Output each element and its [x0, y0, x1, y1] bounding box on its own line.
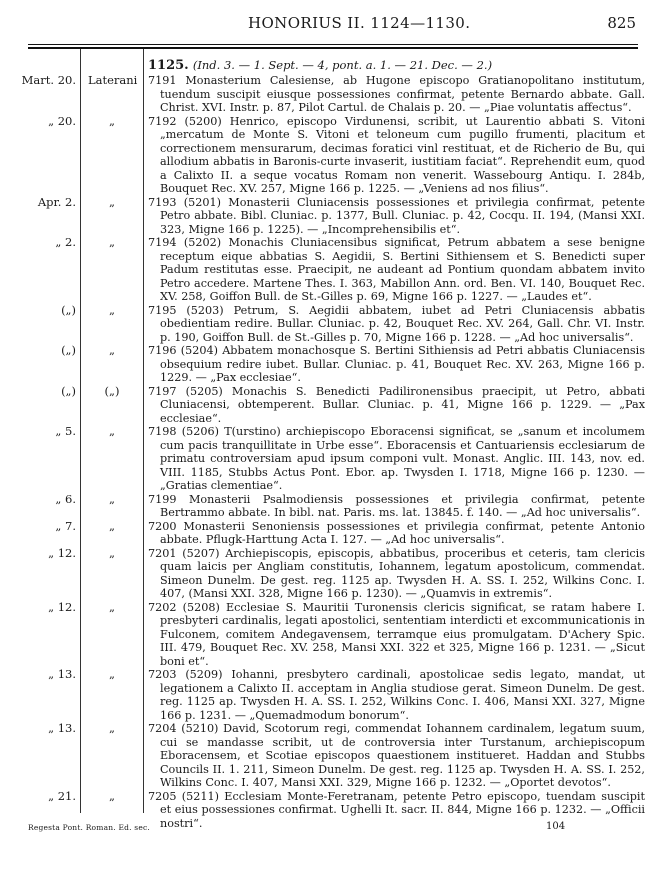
entry-place: „ [109, 424, 115, 438]
entry-place: „ [109, 113, 115, 128]
entry-date: („) [61, 302, 76, 317]
entry-place: „ [109, 343, 115, 357]
header-rule-thick [28, 47, 638, 49]
entry-text: 7200 Monasterii Senoniensis possessiones et privilegia confirmat, petente Antonio abbate. Pflugk-Harttung Acta I. 127. — „Ad hoc universalis“. [148, 519, 645, 546]
entry-date: „ 6. [55, 491, 76, 506]
entry-place: „ [109, 599, 115, 614]
entry-text: 7204 (5210) David, Scotorum regi, commendat Iohannem cardinalem, legatum suum, cui se mandasse scribit, ut de controversia inter Turstanum, archiepiscopum Eboracensem, et Scotiae episcopos quaestionem institueret. Haddan and Stubbs Councils II. 1. 211, Simeon Dunelm. De gest. reg. 1125 ap. Twysden H. A. SS. I. 252, Wilkins Conc. I. 407, Mansi XXI. 329, Migne 166 p. 1232. — „Oportet devotos“. [148, 722, 645, 789]
entry-text: 7205 (5211) Ecclesiam Monte-Feretranam, petente Petro episcopo, tuendam suscipit et eius possessiones confirmat. Ughelli It. sacr. II. 844, Migne 166 p. 1232. — „Officii nostri“. [148, 789, 645, 830]
year-number: 1125. [148, 58, 189, 73]
entry-place: („) [104, 383, 120, 398]
entry-row [0, 722, 650, 790]
entry-row [0, 520, 650, 547]
entry-place: „ [109, 235, 115, 249]
entry-place: Laterani [88, 73, 138, 87]
entry-row [0, 344, 650, 385]
entry-place: „ [109, 721, 115, 735]
entry-text: 7193 (5201) Monasterii Cluniacensis possessiones et privilegia confirmat, petente Petro abbate. Bibl. Cluniac. p. 1377, Bull. Cluniac. p. 42, Cocqu. II. 194, (Mansi XXI. 323, Migne 166 p. 1225). — „Incomprehensibilis et“. [148, 195, 645, 236]
entry-place: „ [109, 518, 115, 533]
entry-date: „ 13. [48, 721, 76, 735]
entry-text: 7192 (5200) Henrico, episcopo Virdunensi, scribit, ut Laurentio abbati S. Vitoni „mercatum de Monte S. Vitoni et teloneum cum pugillo frumenti, placitum et correctionem mensurarum, decimas foratici vinl restituat, et de Richerio de Bu, qui allodium abbatis in Baronis-curte invaserit, iustitiam faciat“. Reprehendit eum, quod a Calixto II. a seque vocatus Romam non venerit. Wassebourg Antiqu. I. 284b, Bouquet Rec. XV. 257, Migne 166 p. 1225. — „Veniens ad nos filius“. [148, 114, 645, 195]
entry-text: 7198 (5206) T(urstino) archiepiscopo Eboracensi significat, se „sanum et incolumem cum pacis tranquillitate in Urbe esse“. Eboracensis et Cantuariensis ecclesiarum de primatu controversiam apud ipsum componi vult. Monast. Anglic. III. 143, nov. ed. VIII. 1185, Stubbs Actus Pont. Ebor. ap. Twysden I. 1718, Migne 166 p. 1230. — „Gratias clementiae“. [148, 425, 645, 492]
year-heading [148, 58, 492, 73]
header-rule-thin [28, 44, 638, 45]
entry-text: 7202 (5208) Ecclesiae S. Mauritii Turonensis clericis significat, se ratam habere I. presbyteri cardinalis, legati apostolici, sententiam interdicti et excommunicationis in Fulconem, comitem Andegavensem, terramque eius promulgatam. D'Achery Spic. III. 479, Bouquet Rec. XV. 258, Mansi XXI. 322 et 325, Migne 166 p. 1231. — „Sicut boni et“. [148, 600, 645, 668]
entry-text: 7191 Monasterium Calesiense, ab Hugone episcopo Gratianopolitano institutum, tuendum suscipit eiusque possessiones confirmat, petente Bernardo abbate. Gall. Christ. XVI. Instr. p. 87, Pilot Cartul. de Chalais p. 20. — „Piae voluntatis affectus“. [148, 74, 645, 114]
running-title: HONORIUS II. 1124—1130. [248, 14, 471, 32]
entry-text: 7196 (5204) Abbatem monachosque S. Bertini Sithiensis ad Petri abbatis Cluniacensis obsequium redire iubet. Bullar. Cluniac. p. 41, Bouquet Rec. XV. 263, Migne 166 p. 1229. — „Pax ecclesiae“. [148, 344, 645, 384]
entry-date: „ 21. [48, 788, 76, 803]
entry-row [0, 425, 650, 493]
entry-date: „ 12. [48, 599, 76, 614]
footer-signature: 104 [546, 821, 566, 832]
entry-text: 7197 (5205) Monachis S. Benedicti Padilironensibus praecipit, ut Petro, abbati Cluniacensi, obtemperent. Bullar. Cluniac. p. 41, Migne 166 p. 1229. — „Pax ecclesiae“. [148, 384, 645, 425]
entry-text: 7195 (5203) Petrum, S. Aegidii abbatem, iubet ad Petri Cluniacensis abbatis obedientiam redire. Bullar. Cluniac. p. 42, Bouquet Rec. XV. 264, Gall. Chr. VI. Instr. p. 190, Goiffon Bull. de St.-Gilles p. 70, Migne 166 p. 1228. — „Ad hoc universalis“. [148, 303, 645, 344]
page-number: 825 [607, 14, 636, 32]
entry-row [0, 668, 650, 722]
entry-date: „ 7. [55, 518, 76, 533]
entry-date: „ 13. [48, 667, 76, 681]
regesta-entries [0, 74, 650, 830]
entry-place: „ [109, 667, 115, 681]
entry-row [0, 304, 650, 345]
entry-row [0, 196, 650, 237]
entry-date: („) [61, 383, 76, 398]
entry-row [0, 385, 650, 426]
entry-place: „ [109, 194, 115, 209]
entry-text: 7194 (5202) Monachis Cluniacensibus significat, Petrum abbatem a sese benigne receptum eique abbatias S. Aegidii, S. Bertini Sithiensem et S. Benedicti super Padum restitutas esse. Praecipit, ne audeant ad Pontium quondam abbatem invito Petro accedere. Martene Thes. I. 363, Mabillon Ann. ord. Ben. VI. 140, Bouquet Rec. XV. 258, Goiffon Bull. de St.-Gilles p. 69, Migne 166 p. 1227. — „Laudes et“. [148, 236, 645, 303]
entry-text: 7199 Monasterii Psalmodiensis possessiones et privilegia confirmat, petente Bertrammo abbate. In bibl. nat. Paris. ms. lat. 13845. f. 140. — „Ad hoc universalis“. [148, 492, 645, 519]
entry-place: „ [109, 491, 115, 506]
entry-row [0, 236, 650, 304]
entry-date: Apr. 2. [37, 194, 76, 209]
entry-date: „ 12. [48, 545, 76, 560]
entry-row [0, 601, 650, 669]
entry-row [0, 493, 650, 520]
entry-date: „ 5. [55, 424, 76, 438]
entry-date: („) [61, 343, 76, 357]
year-indiction: (Ind. 3. — 1. Sept. — 4, pont. a. 1. — 21. Dec. — 2.) [192, 58, 493, 72]
entry-row [0, 115, 650, 196]
entry-date: „ 2. [55, 235, 76, 249]
entry-text: 7201 (5207) Archiepiscopis, episcopis, abbatibus, proceribus et ceteris, tam clericis quam laicis per Angliam constitutis, Iohannem, legatum apostolicum, commendat. Simeon Dunelm. De gest. reg. 1125 ap. Twysden H. A. SS. I. 252, Wilkins Conc. I. 407, (Mansi XXI. 328, Migne 166 p. 1230). — „Quamvis in extremis“. [148, 546, 645, 600]
entry-row [0, 547, 650, 601]
entry-place: „ [109, 788, 115, 803]
entry-place: „ [109, 545, 115, 560]
footer-series: Regesta Pont. Roman. Ed. sec. [28, 823, 150, 832]
page-header [0, 14, 650, 36]
entry-place: „ [109, 302, 115, 317]
entry-date: Mart. 20. [21, 73, 76, 87]
entry-row [0, 74, 650, 115]
entry-date: „ 20. [48, 113, 76, 128]
entry-text: 7203 (5209) Iohanni, presbytero cardinali, apostolicae sedis legato, mandat, ut legationem a Calixto II. acceptam in Anglia studiose gerat. Simeon Dunelm. De gest. reg. 1125 ap. Twysden H. A. SS. I. 252, Wilkins Conc. I. 406, Mansi XXI. 327, Migne 166 p. 1231. — „Quemadmodum bonorum“. [148, 668, 645, 722]
